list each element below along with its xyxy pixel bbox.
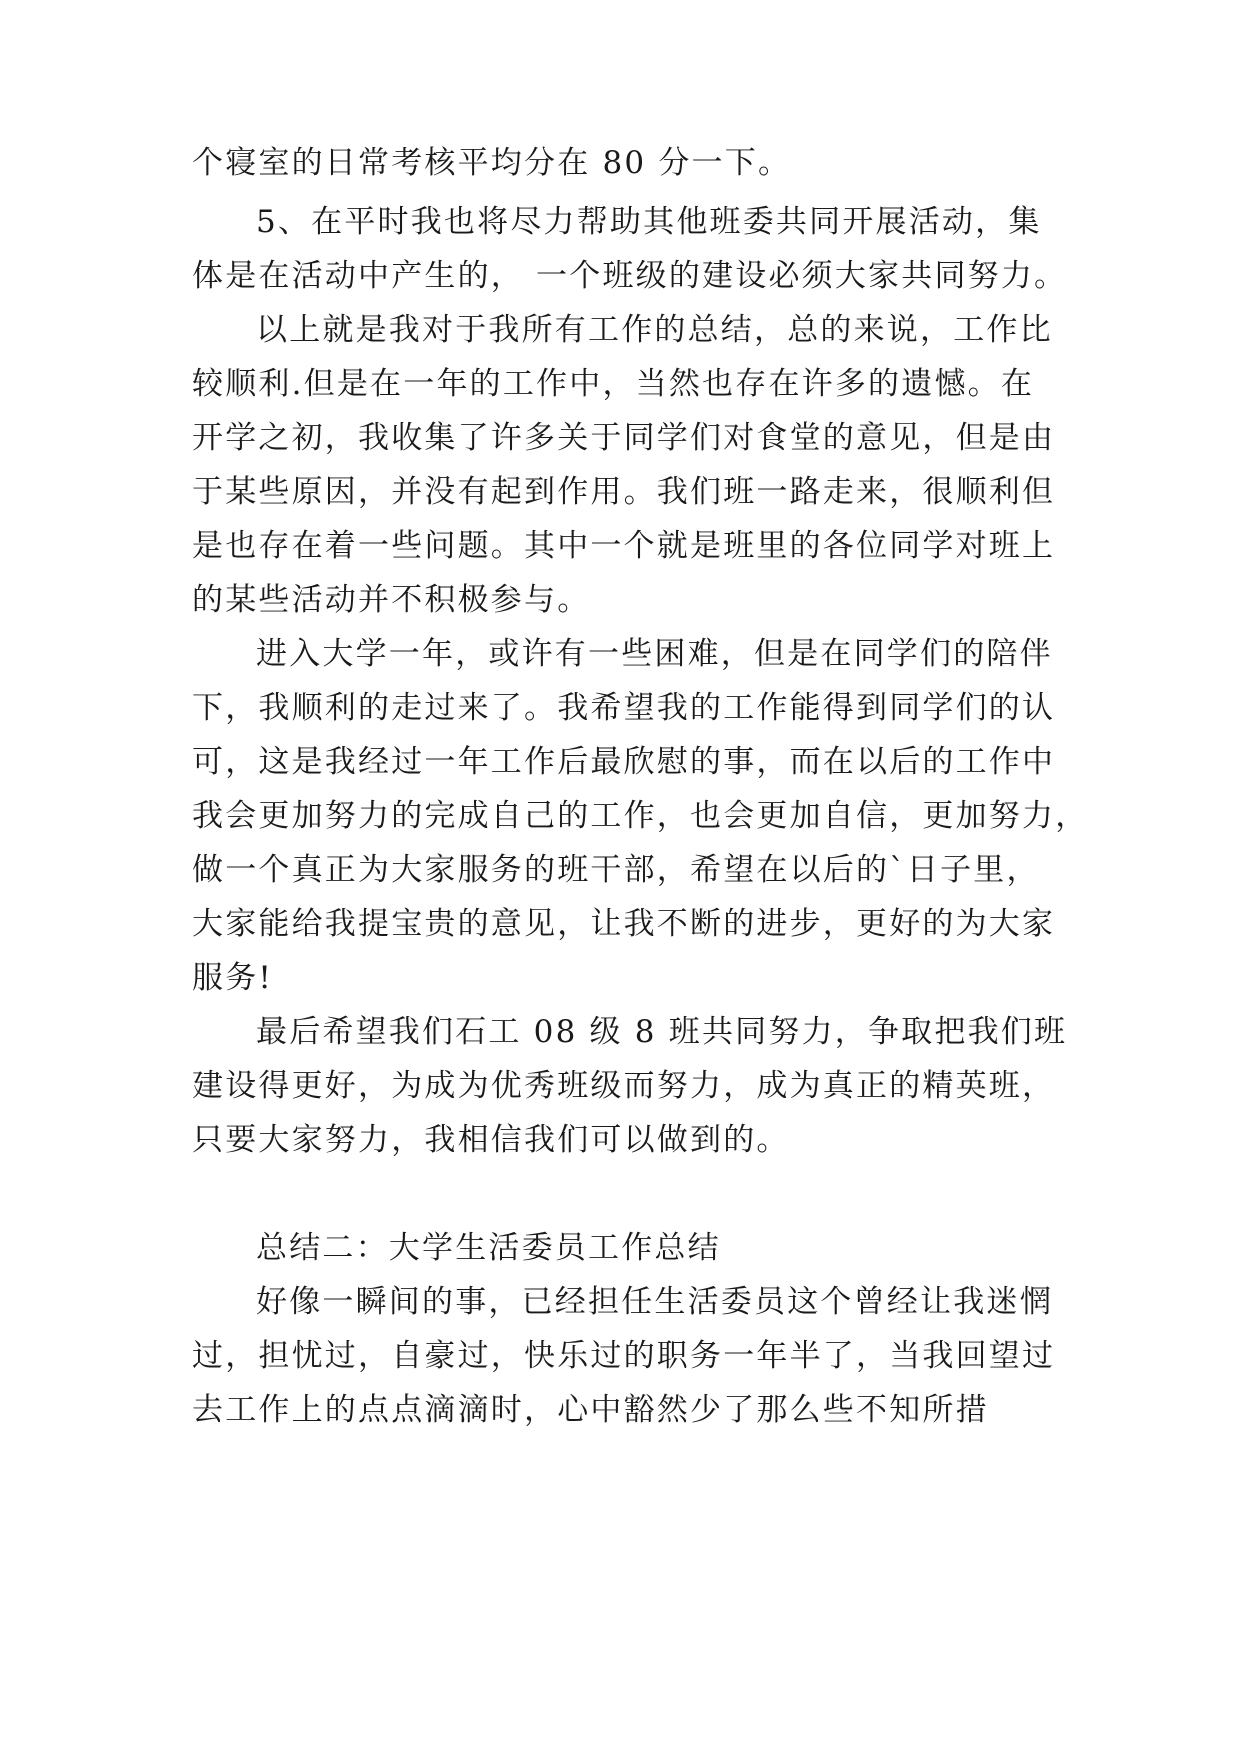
text-line: 较顺利.但是在一年的工作中，当然也存在许多的遗憾。在: [192, 366, 1035, 402]
text-line: 开学之初，我收集了许多关于同学们对食堂的意见，但是由: [192, 420, 1056, 456]
text-line: 下，我顺利的走过来了。我希望我的工作能得到同学们的认: [192, 690, 1056, 726]
paragraph-text: 最后希望我们石工 08 级 8 班共同努力，争取把我们班: [256, 1014, 1068, 1050]
text-line: 去工作上的点点滴滴时，心中豁然少了那么些不知所措: [192, 1392, 989, 1428]
paragraph-text: 5、在平时我也将尽力帮助其他班委共同开展活动，集: [256, 204, 1042, 240]
section-heading: 总结二：大学生活委员工作总结: [256, 1230, 721, 1266]
text-line: 做一个真正为大家服务的班干部，希望在以后的`日子里，: [192, 852, 1040, 888]
paragraph-text: 以上就是我对于我所有工作的总结，总的来说，工作比: [256, 312, 1053, 348]
text-line: 服务!: [192, 960, 274, 996]
text-line: 的某些活动并不积极参与。: [192, 582, 591, 618]
text-line: 可，这是我经过一年工作后最欣慰的事，而在以后的工作中: [192, 744, 1056, 780]
paragraph-text: 好像一瞬间的事，已经担任生活委员这个曾经让我迷惘: [256, 1284, 1053, 1320]
text-line: 过，担忧过，自豪过，快乐过的职务一年半了，当我回望过: [192, 1338, 1056, 1374]
text-line: 个寝室的日常考核平均分在 80 分一下。: [192, 145, 792, 181]
text-line: 是也存在着一些问题。其中一个就是班里的各位同学对班上: [192, 528, 1056, 564]
text-line: 大家能给我提宝贵的意见，让我不断的进步，更好的为大家: [192, 906, 1056, 942]
text-line: 只要大家努力，我相信我们可以做到的。: [192, 1122, 790, 1158]
text-line: 建设得更好，为成为优秀班级而努力，成为真正的精英班，: [192, 1068, 1056, 1104]
text-line: 我会更加努力的完成自己的工作，也会更加自信，更加努力，: [192, 798, 1089, 834]
text-line: 于某些原因，并没有起到作用。我们班一路走来，很顺利但: [192, 474, 1056, 510]
paragraph-text: 进入大学一年，或许有一些困难，但是在同学们的陪伴: [256, 636, 1053, 672]
text-line: 体是在活动中产生的， 一个班级的建设必须大家共同努力。: [192, 258, 1068, 294]
